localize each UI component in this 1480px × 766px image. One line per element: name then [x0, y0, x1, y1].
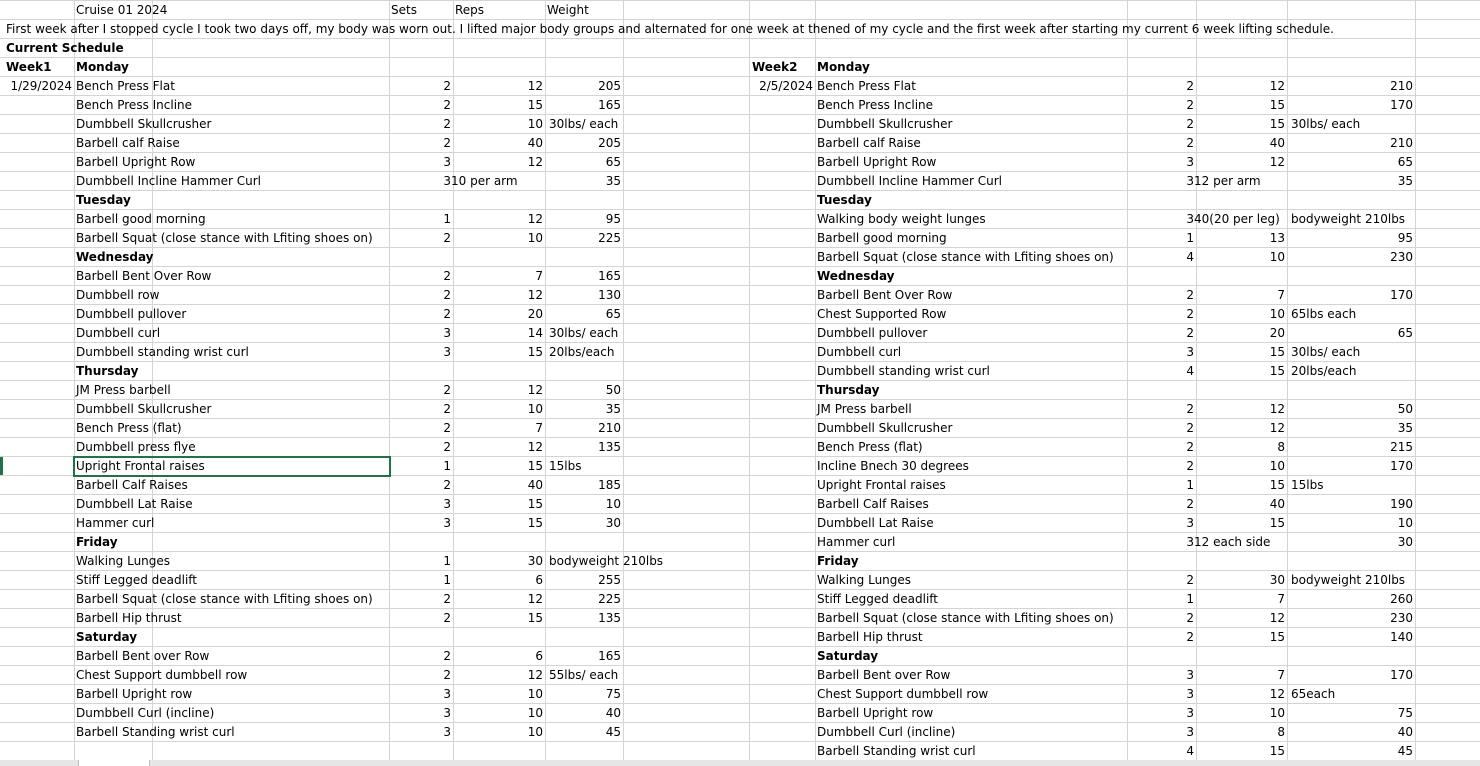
weight-cell[interactable]: 35 — [1397, 421, 1413, 435]
weight-cell[interactable]: 230 — [1390, 611, 1413, 625]
reps-cell[interactable]: 15 — [527, 345, 543, 359]
exercise-name-cell[interactable]: Barbell Hip thrust — [817, 630, 923, 644]
exercise-name-cell[interactable]: Chest Support dumbbell row — [76, 668, 248, 682]
exercise-name-cell[interactable]: Stiff Legged deadlift — [76, 573, 198, 587]
sets-cell[interactable]: 1 — [1186, 592, 1194, 606]
current-schedule-heading[interactable]: Current Schedule — [6, 41, 124, 55]
sets-cell[interactable]: 2 — [443, 478, 451, 492]
weight-cell[interactable]: 30 — [605, 516, 621, 530]
weight-cell[interactable]: 45 — [605, 725, 621, 739]
exercise-name-cell[interactable]: Barbell Upright Row — [76, 155, 196, 169]
exercise-name-cell[interactable]: Dumbbell Skullcrusher — [76, 402, 212, 416]
sets-cell[interactable]: 1 — [443, 459, 451, 473]
weight-cell[interactable]: 230 — [1390, 250, 1413, 264]
date-cell[interactable]: 1/29/2024 — [10, 79, 72, 93]
sheet-title-cell[interactable]: Cruise 01 2024 — [76, 3, 168, 17]
sets-cell[interactable]: 2 — [443, 383, 451, 397]
weight-cell[interactable]: bodyweight 210lbs — [1291, 573, 1406, 587]
sets-cell[interactable]: 2 — [443, 649, 451, 663]
exercise-name-cell[interactable]: Barbell Standing wrist curl — [76, 725, 235, 739]
reps-cell[interactable]: 12 — [1269, 402, 1285, 416]
weight-cell[interactable]: 205 — [598, 136, 621, 150]
sheet-tab[interactable] — [78, 760, 150, 766]
sets-cell[interactable]: 3 — [1186, 155, 1194, 169]
weight-cell[interactable]: 225 — [598, 592, 621, 606]
reps-cell[interactable]: 7 — [535, 269, 543, 283]
exercise-name-cell[interactable]: Dumbbell press flye — [76, 440, 196, 454]
weight-cell[interactable]: 165 — [598, 98, 621, 112]
weight-cell[interactable]: 35 — [1397, 174, 1413, 188]
weight-cell[interactable]: 30 — [1397, 535, 1413, 549]
sets-cell[interactable]: 1 — [443, 554, 451, 568]
day-heading[interactable]: Tuesday — [817, 193, 872, 207]
exercise-name-cell[interactable]: Dumbbell row — [76, 288, 160, 302]
sets-cell[interactable]: 2 — [1186, 497, 1194, 511]
sets-cell[interactable]: 2 — [1186, 421, 1194, 435]
exercise-name-cell[interactable]: Barbell Bent over Row — [76, 649, 210, 663]
exercise-name-cell[interactable]: Dumbbell pullover — [817, 326, 928, 340]
weight-cell[interactable]: 35 — [605, 174, 621, 188]
reps-cell[interactable]: 10 — [1269, 459, 1285, 473]
reps-cell[interactable]: 12 — [1269, 155, 1285, 169]
weight-cell[interactable]: 30lbs/ each — [549, 326, 619, 340]
sets-cell[interactable]: 3 — [1186, 345, 1194, 359]
day-heading[interactable]: Thursday — [817, 383, 880, 397]
reps-cell[interactable]: 15 — [527, 516, 543, 530]
reps-cell[interactable]: 15 — [1269, 516, 1285, 530]
reps-cell[interactable]: 15 — [527, 98, 543, 112]
sets-cell[interactable]: 3 — [1186, 706, 1194, 720]
weight-cell[interactable]: 140 — [1390, 630, 1413, 644]
exercise-name-cell[interactable]: Barbell calf Raise — [817, 136, 921, 150]
reps-cell[interactable]: 10 — [1269, 250, 1285, 264]
reps-cell[interactable]: 15 — [527, 459, 543, 473]
reps-cell[interactable]: 13 — [1269, 231, 1285, 245]
exercise-name-cell[interactable]: Bench Press Incline — [817, 98, 934, 112]
exercise-name-cell[interactable]: Bench Press (flat) — [817, 440, 923, 454]
sets-cell[interactable]: 2 — [443, 307, 451, 321]
exercise-name-cell[interactable]: Hammer curl — [76, 516, 155, 530]
reps-cell[interactable]: 12 — [527, 79, 543, 93]
reps-cell[interactable]: 6 — [535, 649, 543, 663]
day-heading[interactable]: Friday — [817, 554, 859, 568]
exercise-name-cell[interactable]: Barbell Bent Over Row — [817, 288, 953, 302]
weight-cell[interactable]: 15lbs — [549, 459, 582, 473]
weight-cell[interactable]: bodyweight 210lbs — [1291, 212, 1406, 226]
exercise-name-cell[interactable]: Bench Press Flat — [76, 79, 175, 93]
sets-cell[interactable]: 2 — [443, 79, 451, 93]
sets-cell[interactable]: 2 — [1186, 288, 1194, 302]
reps-cell[interactable]: 12 each side — [1194, 535, 1271, 549]
reps-cell[interactable]: 12 — [1269, 611, 1285, 625]
sets-cell[interactable]: 2 — [443, 592, 451, 606]
exercise-name-cell[interactable]: Walking body weight lunges — [817, 212, 986, 226]
sets-cell[interactable]: 3 — [443, 687, 451, 701]
day-heading[interactable]: Saturday — [76, 630, 138, 644]
exercise-name-cell[interactable]: Upright Frontal raises — [74, 457, 390, 476]
reps-cell[interactable]: 12 — [527, 668, 543, 682]
reps-cell[interactable]: 15 — [1269, 98, 1285, 112]
sets-cell[interactable]: 2 — [443, 421, 451, 435]
weight-cell[interactable]: 95 — [1397, 231, 1413, 245]
sets-cell[interactable]: 3 — [443, 345, 451, 359]
reps-cell[interactable]: 12 — [527, 592, 543, 606]
weight-cell[interactable]: 30lbs/ each — [1291, 345, 1361, 359]
exercise-name-cell[interactable]: Chest Supported Row — [817, 307, 947, 321]
weight-cell[interactable]: 255 — [598, 573, 621, 587]
reps-cell[interactable]: 10 — [527, 117, 543, 131]
weight-cell[interactable]: 165 — [598, 269, 621, 283]
active-row-indicator — [0, 457, 3, 475]
reps-cell[interactable]: 40 — [1269, 136, 1285, 150]
reps-cell[interactable]: 7 — [1277, 288, 1285, 302]
exercise-name-cell[interactable]: Barbell Bent Over Row — [76, 269, 212, 283]
sets-cell[interactable]: 2 — [1186, 459, 1194, 473]
exercise-name-cell[interactable]: Barbell Calf Raises — [817, 497, 929, 511]
reps-cell[interactable]: 8 — [1277, 725, 1285, 739]
day-heading[interactable]: Wednesday — [76, 250, 154, 264]
sets-cell[interactable]: 1 — [1186, 478, 1194, 492]
exercise-name-cell[interactable]: Dumbbell Skullcrusher — [76, 117, 212, 131]
weight-cell[interactable]: 40 — [605, 706, 621, 720]
sets-header-cell[interactable]: Sets — [391, 3, 417, 17]
reps-cell[interactable]: 40 — [1269, 497, 1285, 511]
exercise-name-cell[interactable]: Barbell Squat (close stance with Lfiting shoes on) — [817, 250, 1114, 264]
weight-cell[interactable]: 210 — [1390, 136, 1413, 150]
sets-cell[interactable]: 3 — [443, 497, 451, 511]
reps-cell[interactable]: 8 — [1277, 440, 1285, 454]
weight-cell[interactable]: 75 — [605, 687, 621, 701]
reps-cell[interactable]: 12 — [527, 440, 543, 454]
weight-cell[interactable]: 170 — [1390, 668, 1413, 682]
weight-cell[interactable]: 40 — [1397, 725, 1413, 739]
weight-cell[interactable]: 20lbs/each — [549, 345, 615, 359]
day-heading[interactable]: Friday — [76, 535, 118, 549]
weight-cell[interactable]: 65 — [605, 307, 621, 321]
reps-cell[interactable]: 10 — [1269, 307, 1285, 321]
weight-cell[interactable]: 65 — [1397, 326, 1413, 340]
weight-cell[interactable]: 215 — [1390, 440, 1413, 454]
exercise-name-cell[interactable]: Dumbbell Incline Hammer Curl — [817, 174, 1002, 188]
sets-cell[interactable]: 1 — [443, 573, 451, 587]
reps-cell[interactable]: 15 — [1269, 117, 1285, 131]
sets-cell[interactable]: 4 — [1186, 744, 1194, 758]
sets-cell[interactable]: 1 — [1186, 231, 1194, 245]
reps-cell[interactable]: 12 — [527, 155, 543, 169]
weight-cell[interactable]: 15lbs — [1291, 478, 1324, 492]
reps-cell[interactable]: 12 — [1269, 687, 1285, 701]
exercise-name-cell[interactable]: Dumbbell Lat Raise — [817, 516, 934, 530]
reps-cell[interactable]: 20 — [527, 307, 543, 321]
sets-cell[interactable]: 4 — [1186, 364, 1194, 378]
sets-cell[interactable]: 2 — [443, 98, 451, 112]
exercise-name-cell[interactable]: Walking Lunges — [76, 554, 171, 568]
reps-cell[interactable]: 12 — [1269, 421, 1285, 435]
exercise-name-cell[interactable]: Dumbbell Skullcrusher — [817, 117, 953, 131]
sets-cell[interactable]: 2 — [1186, 98, 1194, 112]
exercise-name-cell[interactable]: Dumbbell Lat Raise — [76, 497, 193, 511]
day-heading[interactable]: Wednesday — [817, 269, 895, 283]
sets-cell[interactable]: 2 — [443, 668, 451, 682]
sets-cell[interactable]: 3 — [443, 155, 451, 169]
reps-cell[interactable]: 15 — [1269, 364, 1285, 378]
weight-cell[interactable]: 65 — [1397, 155, 1413, 169]
reps-cell[interactable]: 40 — [527, 136, 543, 150]
sets-cell[interactable]: 3 — [1186, 212, 1194, 226]
sets-cell[interactable]: 3 — [443, 174, 451, 188]
weight-cell[interactable]: 130 — [598, 288, 621, 302]
weight-cell[interactable]: 185 — [598, 478, 621, 492]
exercise-name-cell[interactable]: Dumbbell standing wrist curl — [817, 364, 990, 378]
exercise-name-cell[interactable]: Barbell Upright Row — [817, 155, 937, 169]
weight-cell[interactable]: 45 — [1397, 744, 1413, 758]
sets-cell[interactable]: 2 — [1186, 402, 1194, 416]
sets-cell[interactable]: 2 — [1186, 630, 1194, 644]
weight-cell[interactable]: 50 — [605, 383, 621, 397]
reps-cell[interactable]: 30 — [527, 554, 543, 568]
sets-cell[interactable]: 4 — [1186, 250, 1194, 264]
exercise-name-cell[interactable]: Stiff Legged deadlift — [817, 592, 939, 606]
weight-cell[interactable]: 225 — [598, 231, 621, 245]
weight-cell[interactable]: 10 — [1397, 516, 1413, 530]
weight-cell[interactable]: 170 — [1390, 459, 1413, 473]
exercise-name-cell[interactable]: Barbell Bent over Row — [817, 668, 951, 682]
sets-cell[interactable]: 3 — [1186, 687, 1194, 701]
weight-cell[interactable]: 65 — [605, 155, 621, 169]
weight-cell[interactable]: bodyweight 210lbs — [549, 554, 664, 568]
sets-cell[interactable]: 3 — [443, 326, 451, 340]
weight-cell[interactable]: 35 — [605, 402, 621, 416]
reps-cell[interactable]: 10 — [527, 231, 543, 245]
sets-cell[interactable]: 3 — [1186, 535, 1194, 549]
reps-cell[interactable]: 12 — [527, 212, 543, 226]
weight-cell[interactable]: 10 — [605, 497, 621, 511]
exercise-name-cell[interactable]: Dumbbell pullover — [76, 307, 187, 321]
sets-cell[interactable]: 2 — [443, 136, 451, 150]
reps-cell[interactable]: 10 — [527, 706, 543, 720]
weight-cell[interactable]: 170 — [1390, 288, 1413, 302]
note-cell[interactable]: First week after I stopped cycle I took two days off, my body was worn out. I lifted major body groups and alternated for one week at thened of my cycle and the first week after starting my current 6 week lifting schedule. — [6, 22, 1334, 36]
reps-cell[interactable]: 10 — [527, 725, 543, 739]
exercise-name-cell[interactable]: Dumbbell Curl (incline) — [817, 725, 956, 739]
sets-cell[interactable]: 1 — [443, 212, 451, 226]
sets-cell[interactable]: 2 — [1186, 79, 1194, 93]
day-heading[interactable]: Monday — [76, 60, 129, 74]
exercise-name-cell[interactable]: Dumbbell Curl (incline) — [76, 706, 215, 720]
reps-cell[interactable]: 15 — [1269, 345, 1285, 359]
exercise-name-cell[interactable]: Barbell Squat (close stance with Lfiting shoes on) — [76, 231, 373, 245]
exercise-name-cell[interactable]: Hammer curl — [817, 535, 896, 549]
reps-cell[interactable]: 15 — [527, 611, 543, 625]
exercise-name-cell[interactable]: Dumbbell Skullcrusher — [817, 421, 953, 435]
reps-cell[interactable]: 20 — [1269, 326, 1285, 340]
sets-cell[interactable]: 3 — [443, 725, 451, 739]
exercise-name-cell[interactable]: Dumbbell curl — [76, 326, 161, 340]
exercise-name-cell[interactable]: Incline Bnech 30 degrees — [817, 459, 969, 473]
weight-cell[interactable]: 135 — [598, 611, 621, 625]
sets-cell[interactable]: 2 — [1186, 117, 1194, 131]
exercise-name-cell[interactable]: Dumbbell curl — [817, 345, 902, 359]
exercise-name-cell[interactable]: Barbell Squat (close stance with Lfiting shoes on) — [817, 611, 1114, 625]
exercise-name-cell[interactable]: Barbell good morning — [817, 231, 947, 245]
weight-cell[interactable]: 165 — [598, 649, 621, 663]
sets-cell[interactable]: 2 — [1186, 611, 1194, 625]
exercise-name-cell[interactable]: Barbell Squat (close stance with Lfiting shoes on) — [76, 592, 373, 606]
exercise-name-cell[interactable]: Bench Press (flat) — [76, 421, 182, 435]
reps-cell[interactable]: 14 — [527, 326, 543, 340]
reps-cell[interactable]: 10 — [527, 687, 543, 701]
weight-cell[interactable]: 55lbs/ each — [549, 668, 619, 682]
sets-cell[interactable]: 3 — [1186, 516, 1194, 530]
exercise-name-cell[interactable]: Bench Press Flat — [817, 79, 916, 93]
reps-cell[interactable]: 12 — [527, 383, 543, 397]
exercise-name-cell[interactable]: Barbell Upright row — [76, 687, 193, 701]
exercise-name-cell[interactable]: JM Press barbell — [817, 402, 912, 416]
reps-cell[interactable]: 10 — [1269, 706, 1285, 720]
day-heading[interactable]: Tuesday — [76, 193, 131, 207]
sets-cell[interactable]: 2 — [1186, 573, 1194, 587]
exercise-name-cell[interactable]: Chest Support dumbbell row — [817, 687, 989, 701]
sets-cell[interactable]: 2 — [443, 611, 451, 625]
sets-cell[interactable]: 3 — [443, 706, 451, 720]
exercise-name-cell[interactable]: Barbell Standing wrist curl — [817, 744, 976, 758]
day-heading[interactable]: Monday — [817, 60, 870, 74]
sets-cell[interactable]: 2 — [443, 288, 451, 302]
sets-cell[interactable]: 3 — [1186, 174, 1194, 188]
day-heading[interactable]: Thursday — [76, 364, 139, 378]
reps-cell[interactable]: 7 — [1277, 668, 1285, 682]
weight-cell[interactable]: 30lbs/ each — [1291, 117, 1361, 131]
reps-cell[interactable]: 10 per arm — [451, 174, 518, 188]
sets-cell[interactable]: 3 — [443, 516, 451, 530]
week1-label[interactable]: Week1 — [6, 60, 52, 74]
grid-row-line — [0, 0, 1480, 1]
reps-cell[interactable]: 15 — [1269, 478, 1285, 492]
reps-cell[interactable]: 7 — [1277, 592, 1285, 606]
weight-cell[interactable]: 210 — [1390, 79, 1413, 93]
reps-cell[interactable]: 12 — [1269, 79, 1285, 93]
reps-cell[interactable]: 40 — [527, 478, 543, 492]
reps-cell[interactable]: 15 — [527, 497, 543, 511]
sets-cell[interactable]: 2 — [1186, 136, 1194, 150]
reps-header-cell[interactable]: Reps — [455, 3, 485, 17]
reps-cell[interactable]: 12 — [527, 288, 543, 302]
exercise-name-cell[interactable]: Barbell good morning — [76, 212, 206, 226]
weight-cell[interactable]: 210 — [598, 421, 621, 435]
weight-cell[interactable]: 30lbs/ each — [549, 117, 619, 131]
date-cell[interactable]: 2/5/2024 — [759, 79, 813, 93]
sets-cell[interactable]: 2 — [443, 231, 451, 245]
weight-cell[interactable]: 95 — [605, 212, 621, 226]
exercise-name-cell[interactable]: Dumbbell standing wrist curl — [76, 345, 249, 359]
reps-cell[interactable]: 7 — [535, 421, 543, 435]
weight-cell[interactable]: 205 — [598, 79, 621, 93]
exercise-name-cell[interactable]: Barbell Upright row — [817, 706, 934, 720]
exercise-name-cell[interactable]: Upright Frontal raises — [817, 478, 946, 492]
reps-cell[interactable]: 12 per arm — [1194, 174, 1261, 188]
weight-cell[interactable]: 65lbs each — [1291, 307, 1357, 321]
exercise-name-cell[interactable]: Barbell Hip thrust — [76, 611, 182, 625]
exercise-name-cell[interactable]: Walking Lunges — [817, 573, 912, 587]
week2-label[interactable]: Week2 — [752, 60, 798, 74]
weight-cell[interactable]: 170 — [1390, 98, 1413, 112]
sets-cell[interactable]: 3 — [1186, 668, 1194, 682]
grid-row-line — [0, 57, 1480, 58]
weight-cell[interactable]: 65each — [1291, 687, 1336, 701]
reps-cell[interactable]: 15 — [1269, 744, 1285, 758]
exercise-name-cell[interactable]: Barbell calf Raise — [76, 136, 180, 150]
sets-cell[interactable]: 2 — [443, 269, 451, 283]
weight-cell[interactable]: 135 — [598, 440, 621, 454]
exercise-name-cell[interactable]: Barbell Calf Raises — [76, 478, 188, 492]
weight-cell[interactable]: 20lbs/each — [1291, 364, 1357, 378]
exercise-name-cell[interactable]: Bench Press Incline — [76, 98, 193, 112]
sets-cell[interactable]: 2 — [1186, 440, 1194, 454]
reps-cell[interactable]: 30 — [1269, 573, 1285, 587]
sets-cell[interactable]: 2 — [1186, 326, 1194, 340]
sets-cell[interactable]: 2 — [1186, 307, 1194, 321]
weight-cell[interactable]: 190 — [1390, 497, 1413, 511]
sets-cell[interactable]: 2 — [443, 440, 451, 454]
sets-cell[interactable]: 3 — [1186, 725, 1194, 739]
weight-header-cell[interactable]: Weight — [547, 3, 589, 17]
sets-cell[interactable]: 2 — [443, 402, 451, 416]
reps-cell[interactable]: 15 — [1269, 630, 1285, 644]
reps-cell[interactable]: 6 — [535, 573, 543, 587]
day-heading[interactable]: Saturday — [817, 649, 879, 663]
sets-cell[interactable]: 2 — [443, 117, 451, 131]
weight-cell[interactable]: 75 — [1397, 706, 1413, 720]
exercise-name-cell[interactable]: Dumbbell Incline Hammer Curl — [76, 174, 261, 188]
reps-cell[interactable]: 10 — [527, 402, 543, 416]
reps-cell[interactable]: 40(20 per leg) — [1194, 212, 1280, 226]
weight-cell[interactable]: 260 — [1390, 592, 1413, 606]
exercise-name-cell[interactable]: JM Press barbell — [76, 383, 171, 397]
weight-cell[interactable]: 50 — [1397, 402, 1413, 416]
